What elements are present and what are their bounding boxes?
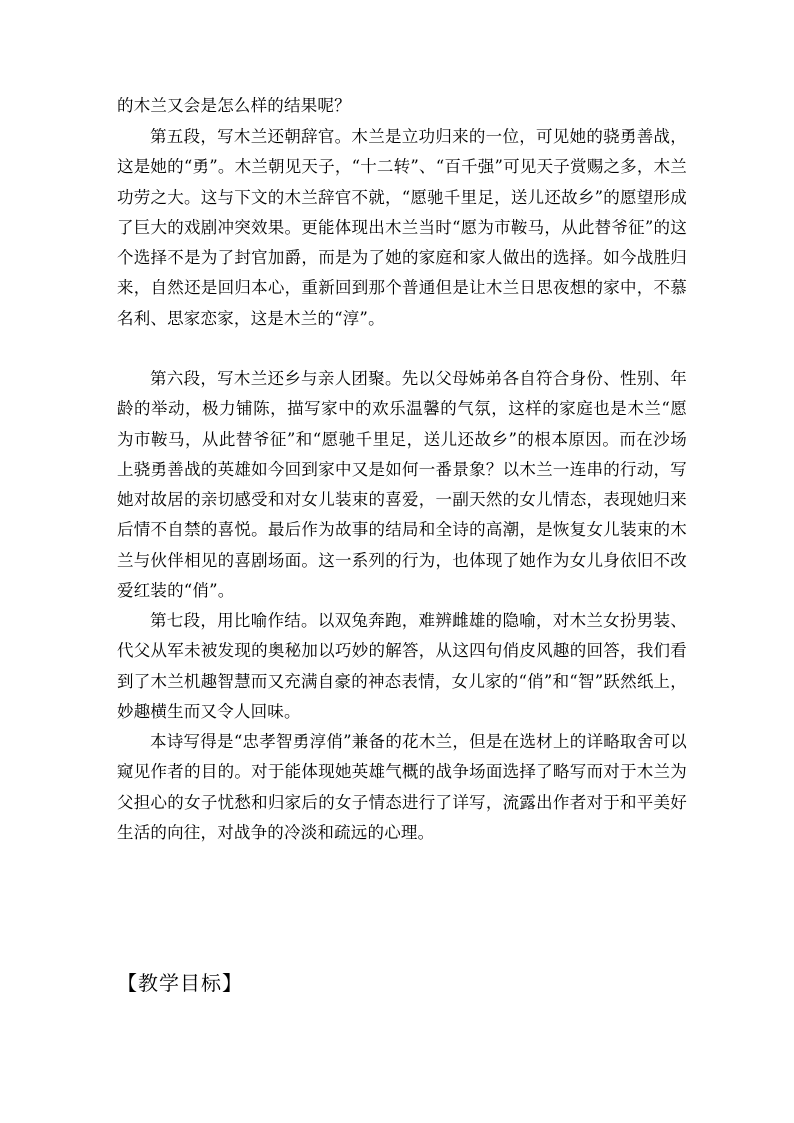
paragraph-conclusion: 本诗写得是“忠孝智勇淳俏”兼备的花木兰，但是在选材上的详略取舍可以窥见作者的目的。对于能体现她英雄气概的战争场面选择了略写而对于木兰为父担心的女子忧愁和归家后的女子情态进行了详写，流露出作者对于和平美好生活的向往，对战争的冷淡和疏远的心理。	[117, 732, 687, 842]
paragraph-section-5: 第五段，写木兰还朝辞官。木兰是立功归来的一位，可见她的骁勇善战，这是她的“勇”。木兰朝见天子，“十二转”、“百千强”可见天子赏赐之多，木兰功劳之大。这与下文的木兰辞官不就，“愿驰千里足，送儿还故乡”的愿望形成了巨大的戏剧冲突效果。更能体现出木兰当时“愿为市鞍马，从此替爷征”的这个选择不是为了封官加爵，而是为了她的家庭和家人做出的选择。如今战胜归来，自然还是回归本心，重新回到那个普通但是让木兰日思夜想的家中，不慕名利、思家恋家，这是木兰的“淳”。	[117, 127, 687, 328]
paragraph-section-7: 第七段，用比喻作结。以双兔奔跑，难辨雌雄的隐喻，对木兰女扮男装、代父从军未被发现的奥秘加以巧妙的解答，从这四句俏皮风趣的回答，我们看到了木兰机趣智慧而又充满自豪的神态表情，女儿家的“俏”和“智”跃然纸上，妙趣横生而又令人回味。	[117, 611, 687, 721]
paragraph-section-6: 第六段，写木兰还乡与亲人团聚。先以父母姊弟各自符合身份、性别、年龄的举动，极力铺陈，描写家中的欢乐温馨的气氛，这样的家庭也是木兰“愿为市鞍马，从此替爷征”和“愿驰千里足，送儿还故乡”的根本原因。而在沙场上骁勇善战的英雄如今回到家中又是如何一番景象？以木兰一连串的行动，写她对故居的亲切感受和对女儿装束的喜爱，一副天然的女儿情态，表现她归来后情不自禁的喜悦。最后作为故事的结局和全诗的高潮，是恢复女儿装束的木兰与伙伴相见的喜剧场面。这一系列的行为，也体现了她作为女儿身依旧不改爱红装的“俏”。	[117, 369, 687, 601]
continuation-line: 的木兰又会是怎么样的结果呢？	[117, 96, 351, 115]
section-heading-teaching-goals: 【教学目标】	[117, 971, 243, 995]
